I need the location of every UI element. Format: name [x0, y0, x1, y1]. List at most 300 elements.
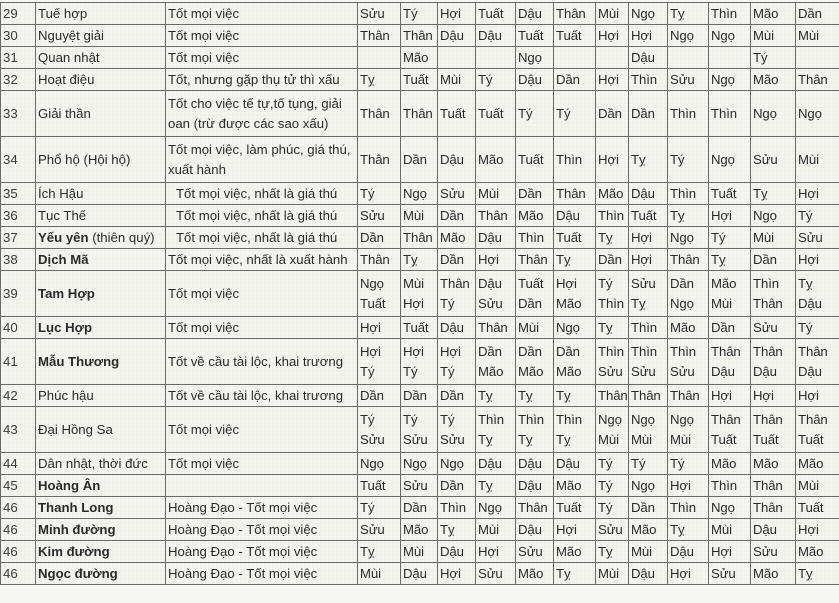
branch-cell [358, 541, 401, 563]
branch-value: Sửu [440, 431, 465, 447]
branch-value: Hợi [798, 252, 819, 267]
branch-cell [796, 453, 839, 475]
branch-cell [709, 271, 751, 317]
branch-value: Tỵ [360, 72, 375, 87]
branch-value: Sửu [403, 431, 428, 447]
branch-value: Tỵ [670, 6, 685, 21]
branch-value: Thìn [711, 106, 737, 121]
star-name-bold: Ngọc đường [38, 566, 118, 581]
branch-cell [709, 25, 751, 47]
branch-cell [629, 227, 668, 249]
branch-value: Thân [360, 252, 390, 267]
branch-value: Hợi [798, 522, 819, 537]
branch-value: Dậu [518, 72, 542, 87]
branch-value: Dậu [403, 566, 427, 581]
star-name-text: Tuế hợp [38, 6, 88, 21]
branch-cell [438, 137, 476, 183]
branch-cell [516, 25, 554, 47]
star-description: Tốt mọi việc [166, 453, 358, 475]
branch-cell [516, 271, 554, 317]
branch-value: Tuất [360, 295, 386, 311]
branch-cell [438, 541, 476, 563]
branch-value: Thìn [753, 275, 779, 291]
star-name [36, 385, 166, 407]
branch-cell [401, 91, 438, 137]
branch-value: Dần [403, 388, 427, 403]
branch-value: Dần [631, 500, 655, 515]
branch-value: Thìn [556, 411, 582, 427]
branch-value: Mão [631, 522, 657, 537]
branch-cell [629, 91, 668, 137]
branch-cell [401, 317, 438, 339]
branch-value: Tuất [518, 152, 544, 167]
branch-value: Tỵ [440, 522, 455, 537]
branch-value: Mùi [753, 28, 774, 43]
branch-value: Thìn [598, 208, 624, 223]
table-row [1, 183, 839, 205]
branch-value: Tuất [478, 6, 504, 21]
branch-value: Dần [518, 186, 542, 201]
branch-cell [709, 407, 751, 453]
star-description: Hoàng Đạo - Tốt mọi việc [166, 563, 358, 585]
branch-value: Mùi [631, 544, 652, 559]
branch-cell [596, 25, 629, 47]
branch-value: Dần [478, 343, 502, 359]
branch-value: Dần [798, 6, 822, 21]
branch-cell [709, 385, 751, 407]
branch-value: Mùi [403, 275, 424, 291]
branch-cell [516, 497, 554, 519]
branch-value: Thân [631, 388, 661, 403]
branch-value: Dậu [798, 295, 822, 311]
branch-cell [751, 91, 796, 137]
branch-value: Tuất [403, 320, 429, 335]
branch-value: Dậu [518, 456, 542, 471]
branch-value: Ngọ [631, 478, 655, 493]
branch-cell [709, 137, 751, 183]
branch-cell [358, 563, 401, 585]
branch-cell [596, 497, 629, 519]
branch-value: Dậu [556, 456, 580, 471]
branch-cell [668, 25, 709, 47]
branch-value: Thân [798, 72, 828, 87]
branch-value: Mão [670, 320, 696, 335]
branch-value: Hợi [598, 152, 619, 167]
star-number: 38 [1, 249, 36, 271]
branch-value: Tuất [711, 186, 737, 201]
branch-value: Hợi [440, 343, 461, 359]
branch-value: Tỵ [518, 388, 533, 403]
branch-cell [751, 25, 796, 47]
star-description: Tốt mọi việc [166, 407, 358, 453]
branch-cell [629, 453, 668, 475]
branch-cell [709, 3, 751, 25]
branch-value: Tý [753, 50, 768, 65]
star-number: 43 [1, 407, 36, 453]
branch-cell [709, 541, 751, 563]
star-description: Tốt mọi việc [166, 25, 358, 47]
branch-value: Ngọ [631, 6, 655, 21]
branch-value: Sửu [798, 230, 823, 245]
branch-cell [516, 183, 554, 205]
branch-cell [476, 541, 516, 563]
branch-cell [401, 183, 438, 205]
branch-cell [476, 25, 516, 47]
branch-value: Mùi [478, 186, 499, 201]
branch-cell [401, 475, 438, 497]
branch-cell [596, 541, 629, 563]
star-number: 29 [1, 3, 36, 25]
branch-cell [796, 271, 839, 317]
star-name-text: Quan nhật [38, 50, 100, 65]
branch-value: Hợi [556, 275, 577, 291]
branch-value: Dần [598, 106, 622, 121]
branch-cell [751, 317, 796, 339]
star-number: 44 [1, 453, 36, 475]
branch-cell [668, 69, 709, 91]
branch-cell [358, 271, 401, 317]
branch-value: Hợi [360, 320, 381, 335]
branch-value: Sửu [670, 72, 695, 87]
branch-cell [629, 385, 668, 407]
branch-cell [709, 47, 751, 69]
branch-value: Thân [670, 252, 700, 267]
branch-cell [401, 205, 438, 227]
branch-value: Mùi [598, 431, 619, 447]
branch-cell [358, 339, 401, 385]
branch-cell [516, 47, 554, 69]
branch-value: Ngọ [440, 456, 464, 471]
branch-cell [438, 47, 476, 69]
star-number: 33 [1, 91, 36, 137]
branch-value: Tỵ [556, 252, 571, 267]
branch-cell [668, 385, 709, 407]
branch-cell [358, 407, 401, 453]
branch-cell [668, 497, 709, 519]
branch-value: Thân [518, 252, 548, 267]
branch-cell [554, 69, 596, 91]
branch-cell [751, 249, 796, 271]
branch-cell [476, 475, 516, 497]
branch-cell [358, 91, 401, 137]
branch-cell [629, 137, 668, 183]
branch-cell [516, 91, 554, 137]
branch-cell [438, 249, 476, 271]
branch-cell [358, 497, 401, 519]
branch-cell [596, 227, 629, 249]
branch-value: Sửu [670, 363, 695, 379]
branch-cell [476, 519, 516, 541]
branch-value: Mùi [403, 208, 424, 223]
branch-value: Mão [753, 6, 779, 21]
branch-value: Tý [670, 456, 685, 471]
branch-cell [554, 249, 596, 271]
branch-value: Ngọ [798, 106, 822, 121]
star-description: Tốt mọi việc [166, 317, 358, 339]
branch-value: Dậu [478, 28, 502, 43]
branch-value: Dần [360, 388, 384, 403]
branch-cell [476, 453, 516, 475]
branch-cell [668, 47, 709, 69]
star-name [36, 317, 166, 339]
branch-value: Sửu [440, 186, 465, 201]
branch-cell [516, 137, 554, 183]
star-name [36, 563, 166, 585]
branch-value: Dậu [440, 320, 464, 335]
branch-value: Hợi [798, 388, 819, 403]
branch-value: Mùi [753, 230, 774, 245]
branch-cell [516, 541, 554, 563]
star-description: Tốt, nhưng gặp thụ tử thì xấu [166, 69, 358, 91]
star-description: Tốt mọi việc, nhất là xuất hành [166, 249, 358, 271]
branch-value: Hợi [598, 72, 619, 87]
star-name-text: Đại Hồng Sa [38, 422, 113, 437]
star-description [166, 475, 358, 497]
branch-cell [554, 407, 596, 453]
branch-cell [476, 563, 516, 585]
branch-cell [709, 519, 751, 541]
star-name-text: Phúc hậu [38, 388, 94, 403]
star-number: 46 [1, 541, 36, 563]
table-row [1, 205, 839, 227]
branch-cell [554, 47, 596, 69]
branch-cell [438, 3, 476, 25]
branch-cell [668, 249, 709, 271]
branch-cell [476, 407, 516, 453]
branch-cell [438, 563, 476, 585]
branch-cell [751, 453, 796, 475]
star-name [36, 3, 166, 25]
branch-cell [401, 3, 438, 25]
branch-cell [554, 91, 596, 137]
branch-value: Thân [518, 500, 548, 515]
branch-value: Mùi [478, 522, 499, 537]
branch-cell [554, 205, 596, 227]
branch-value: Tỵ [798, 566, 813, 581]
branch-cell [596, 317, 629, 339]
branch-value: Dậu [753, 522, 777, 537]
branch-value: Tỵ [518, 431, 533, 447]
branch-cell [668, 137, 709, 183]
branch-cell [751, 69, 796, 91]
branch-value: Tỵ [670, 522, 685, 537]
branch-value: Hợi [798, 186, 819, 201]
star-number: 37 [1, 227, 36, 249]
branch-value: Tý [440, 295, 455, 311]
branch-value: Tỵ [556, 566, 571, 581]
branch-cell [629, 541, 668, 563]
branch-cell [796, 25, 839, 47]
branch-cell [438, 339, 476, 385]
branch-cell [358, 183, 401, 205]
branch-cell [709, 497, 751, 519]
branch-cell [629, 25, 668, 47]
branch-value: Tỵ [556, 388, 571, 403]
branch-value: Ngọ [753, 106, 777, 121]
star-name-bold: Lục Hợp [38, 320, 93, 335]
branch-value: Hợi [631, 230, 652, 245]
star-name [36, 137, 166, 183]
branch-value: Mão [518, 363, 544, 379]
star-name [36, 475, 166, 497]
branch-value: Hợi [711, 388, 732, 403]
branch-cell [596, 385, 629, 407]
table-row [1, 475, 839, 497]
branch-value: Dậu [631, 566, 655, 581]
branch-value: Sửu [478, 295, 503, 311]
branch-value: Dần [440, 208, 464, 223]
branch-value: Tuất [556, 28, 582, 43]
table-row [1, 497, 839, 519]
table-row [1, 227, 839, 249]
branch-cell [554, 317, 596, 339]
branch-cell [629, 205, 668, 227]
branch-cell [668, 3, 709, 25]
table-row [1, 3, 839, 25]
branch-value: Dần [518, 343, 542, 359]
branch-value: Dần [556, 343, 580, 359]
branch-cell [751, 137, 796, 183]
branch-value: Thân [753, 411, 783, 427]
branch-cell [796, 541, 839, 563]
branch-cell [554, 563, 596, 585]
branch-value: Ngọ [478, 500, 502, 515]
branch-value: Mão [556, 295, 582, 311]
branch-value: Ngọ [711, 28, 735, 43]
branch-cell [554, 227, 596, 249]
branch-value: Mão [518, 208, 544, 223]
branch-value: Thân [598, 388, 628, 403]
table-row [1, 91, 839, 137]
branch-cell [709, 317, 751, 339]
branch-value: Dậu [631, 50, 655, 65]
branch-value: Tỵ [631, 295, 646, 311]
branch-value: Hợi [403, 343, 424, 359]
branch-cell [629, 183, 668, 205]
branch-cell [438, 475, 476, 497]
branch-cell [751, 183, 796, 205]
branch-value: Dần [711, 320, 735, 335]
branch-value: Tuất [753, 431, 779, 447]
branch-value: Ngọ [670, 411, 694, 427]
branch-value: Thìn [711, 478, 737, 493]
branch-cell [401, 497, 438, 519]
star-name-suffix: (thiên quý) [88, 230, 155, 245]
branch-value: Hợi [478, 544, 499, 559]
branch-value: Ngọ [711, 500, 735, 515]
branch-value: Dần [753, 252, 777, 267]
branch-value: Tuất [518, 275, 544, 291]
star-name [36, 91, 166, 137]
star-description: Tốt mọi việc [166, 3, 358, 25]
branch-value: Mão [440, 230, 466, 245]
star-number: 35 [1, 183, 36, 205]
branch-value: Thân [440, 275, 470, 291]
branch-cell [516, 475, 554, 497]
table-row [1, 407, 839, 453]
star-description: Tốt mọi việc [166, 47, 358, 69]
branch-cell [401, 25, 438, 47]
branch-cell [516, 385, 554, 407]
branch-value: Dậu [631, 186, 655, 201]
star-number: 46 [1, 519, 36, 541]
branch-value: Tý [598, 275, 613, 291]
table-row [1, 541, 839, 563]
branch-value: Ngọ [360, 456, 384, 471]
branch-cell [554, 137, 596, 183]
branch-cell [516, 519, 554, 541]
branch-cell [438, 407, 476, 453]
branch-value: Mão [556, 363, 582, 379]
branch-value: Sửu [598, 363, 623, 379]
branch-value: Tý [798, 320, 813, 335]
branch-cell [358, 227, 401, 249]
branch-cell [796, 47, 839, 69]
branch-value: Hợi [670, 566, 691, 581]
star-name [36, 271, 166, 317]
branch-cell [629, 69, 668, 91]
branch-cell [358, 3, 401, 25]
table-row [1, 385, 839, 407]
star-name-text: Giải thần [38, 106, 91, 121]
branch-cell [516, 563, 554, 585]
branch-cell [476, 271, 516, 317]
branch-cell [751, 339, 796, 385]
star-number: 34 [1, 137, 36, 183]
branch-cell [596, 407, 629, 453]
branch-cell [516, 453, 554, 475]
branch-value: Thìn [440, 500, 466, 515]
branch-value: Mùi [798, 152, 819, 167]
branch-value: Thìn [631, 72, 657, 87]
star-name-text: Phổ hộ (Hội hộ) [38, 152, 131, 167]
branch-cell [629, 249, 668, 271]
branch-value: Mão [753, 72, 779, 87]
table-row [1, 137, 839, 183]
branch-value: Tuất [556, 230, 582, 245]
branch-cell [596, 3, 629, 25]
branch-value: Dần [440, 388, 464, 403]
branch-cell [476, 47, 516, 69]
branch-value: Mùi [798, 28, 819, 43]
branch-value: Hợi [403, 295, 424, 311]
branch-cell [401, 47, 438, 69]
star-name-text: Dân nhật, thời đức [38, 456, 148, 471]
branch-value: Sửu [631, 275, 656, 291]
branch-cell [401, 519, 438, 541]
branch-cell [596, 91, 629, 137]
branch-value: Mùi [798, 478, 819, 493]
star-name-bold: Thanh Long [38, 500, 114, 515]
branch-value: Dậu [478, 230, 502, 245]
branch-value: Hợi [556, 522, 577, 537]
star-name [36, 47, 166, 69]
branch-value: Tỵ [478, 431, 493, 447]
star-name-bold: Mẫu Thương [38, 354, 120, 369]
branch-value: Tuất [711, 431, 737, 447]
branch-value: Sửu [478, 566, 503, 581]
branch-cell [796, 91, 839, 137]
branch-cell [629, 497, 668, 519]
branch-cell [796, 3, 839, 25]
branch-cell [401, 137, 438, 183]
branch-value: Tuất [556, 500, 582, 515]
branch-cell [796, 69, 839, 91]
branch-value: Dậu [478, 275, 502, 291]
branch-cell [476, 69, 516, 91]
branch-value: Dần [440, 252, 464, 267]
branch-value: Mão [753, 566, 779, 581]
